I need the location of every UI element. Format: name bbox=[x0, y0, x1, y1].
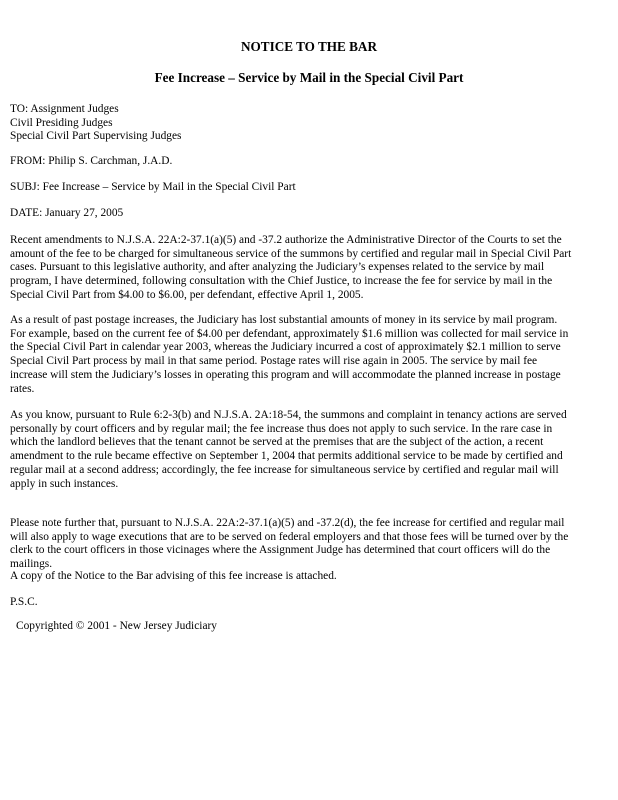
paragraph-line: increase will stem the Judiciary’s losses in operating this program and will accommodate the planned increase in postage bbox=[10, 368, 561, 381]
paragraph-line: As a result of past postage increases, the Judiciary has lost substantial amounts of money in its service by mail program. bbox=[10, 314, 558, 326]
page-subtitle: Fee Increase – Service by Mail in the Special Civil Part bbox=[154, 70, 464, 85]
subject-line: SUBJ: Fee Increase – Service by Mail in the Special Civil Part bbox=[10, 181, 296, 193]
paragraph-line: Recent amendments to N.J.S.A. 22A:2-37.1(a)(5) and -37.2 authorize the Administrative Director of the Courts to set the bbox=[10, 234, 562, 246]
paragraph-line: rates. bbox=[10, 382, 35, 395]
paragraph-line: will also apply to wage executions that are to be served on federal employers and that those fees will be turned over by the bbox=[10, 530, 569, 543]
paragraph-line: Please note further that, pursuant to N.J.S.A. 22A:2-37.1(a)(5) and -37.2(d), the fee increase for certified and regular mail bbox=[10, 517, 565, 529]
to-line: TO: Assignment Judges bbox=[10, 103, 119, 115]
paragraph-line: program, I have determined, following consultation with the Chief Justice, to increase the fee for service by mail in the bbox=[10, 275, 553, 288]
paragraph-line: the Special Civil Part in calendar year 2003, whereas the Judiciary incurred a cost of approximately $2.1 million to serve bbox=[10, 341, 561, 354]
paragraph-line: Special Civil Part from $4.00 to $6.00, per defendant, effective April 1, 2005. bbox=[10, 288, 364, 301]
paragraph-line: mailings. bbox=[10, 558, 53, 571]
paragraph-line: As you know, pursuant to Rule 6:2-3(b) and N.J.S.A. 2A:18-54, the summons and complaint in tenancy actions are served bbox=[10, 409, 567, 421]
to-block bbox=[10, 103, 608, 144]
paragraph-line: which the landlord believes that the tenant cannot be served at the premises that are the subject of the action, a recent bbox=[10, 436, 544, 449]
to-line: Civil Presiding Judges bbox=[10, 116, 113, 129]
paragraph-2 bbox=[10, 314, 608, 396]
paragraph-line: A copy of the Notice to the Bar advising of this fee increase is attached. bbox=[10, 570, 337, 582]
paragraph-line: clerk to the court officers in those vicinages where the Assignment Judge has determined that court officers will do the bbox=[10, 544, 551, 557]
paragraph-line: amount of the fee to be charged for simultaneous service of the summons by certified and regular mail in Special Civil Part bbox=[10, 247, 572, 260]
paragraph-line: regular mail at a second address; accordingly, the fee increase for simultaneous service by certified and regular mail will bbox=[10, 463, 559, 476]
paragraph-4 bbox=[10, 517, 608, 572]
paragraph-line: apply in such instances. bbox=[10, 477, 119, 490]
paragraph-5 bbox=[10, 570, 608, 584]
date-line: DATE: January 27, 2005 bbox=[10, 207, 124, 219]
from-line: FROM: Philip S. Carchman, J.A.D. bbox=[10, 155, 173, 167]
paragraph-line: personally by court officers and by regular mail; the fee increase thus does not apply to such service. In the rare case in bbox=[10, 422, 553, 435]
paragraph-1 bbox=[10, 234, 608, 303]
copyright-notice: Copyrighted © 2001 - New Jersey Judiciary bbox=[16, 620, 217, 632]
paragraph-line: Special Civil Part process by mail in that same period. Postage rates will rise again in 2005. The service by mail fee bbox=[10, 355, 538, 368]
paragraph-line: amendment to the rule became effective on September 1, 2004 that permits additional service to be made by certified and bbox=[10, 450, 563, 463]
to-line: Special Civil Part Supervising Judges bbox=[10, 130, 182, 143]
paragraph-line: For example, based on the current fee of $4.00 per defendant, approximately $1.6 million was collected for mail service in bbox=[10, 327, 569, 340]
signature-initials: P.S.C. bbox=[10, 596, 38, 608]
paragraph-line: cases. Pursuant to this legislative authority, and after analyzing the Judiciary’s expenses related to the service by mail bbox=[10, 261, 545, 274]
paragraph-3 bbox=[10, 409, 608, 491]
page-title: NOTICE TO THE BAR bbox=[241, 39, 377, 54]
